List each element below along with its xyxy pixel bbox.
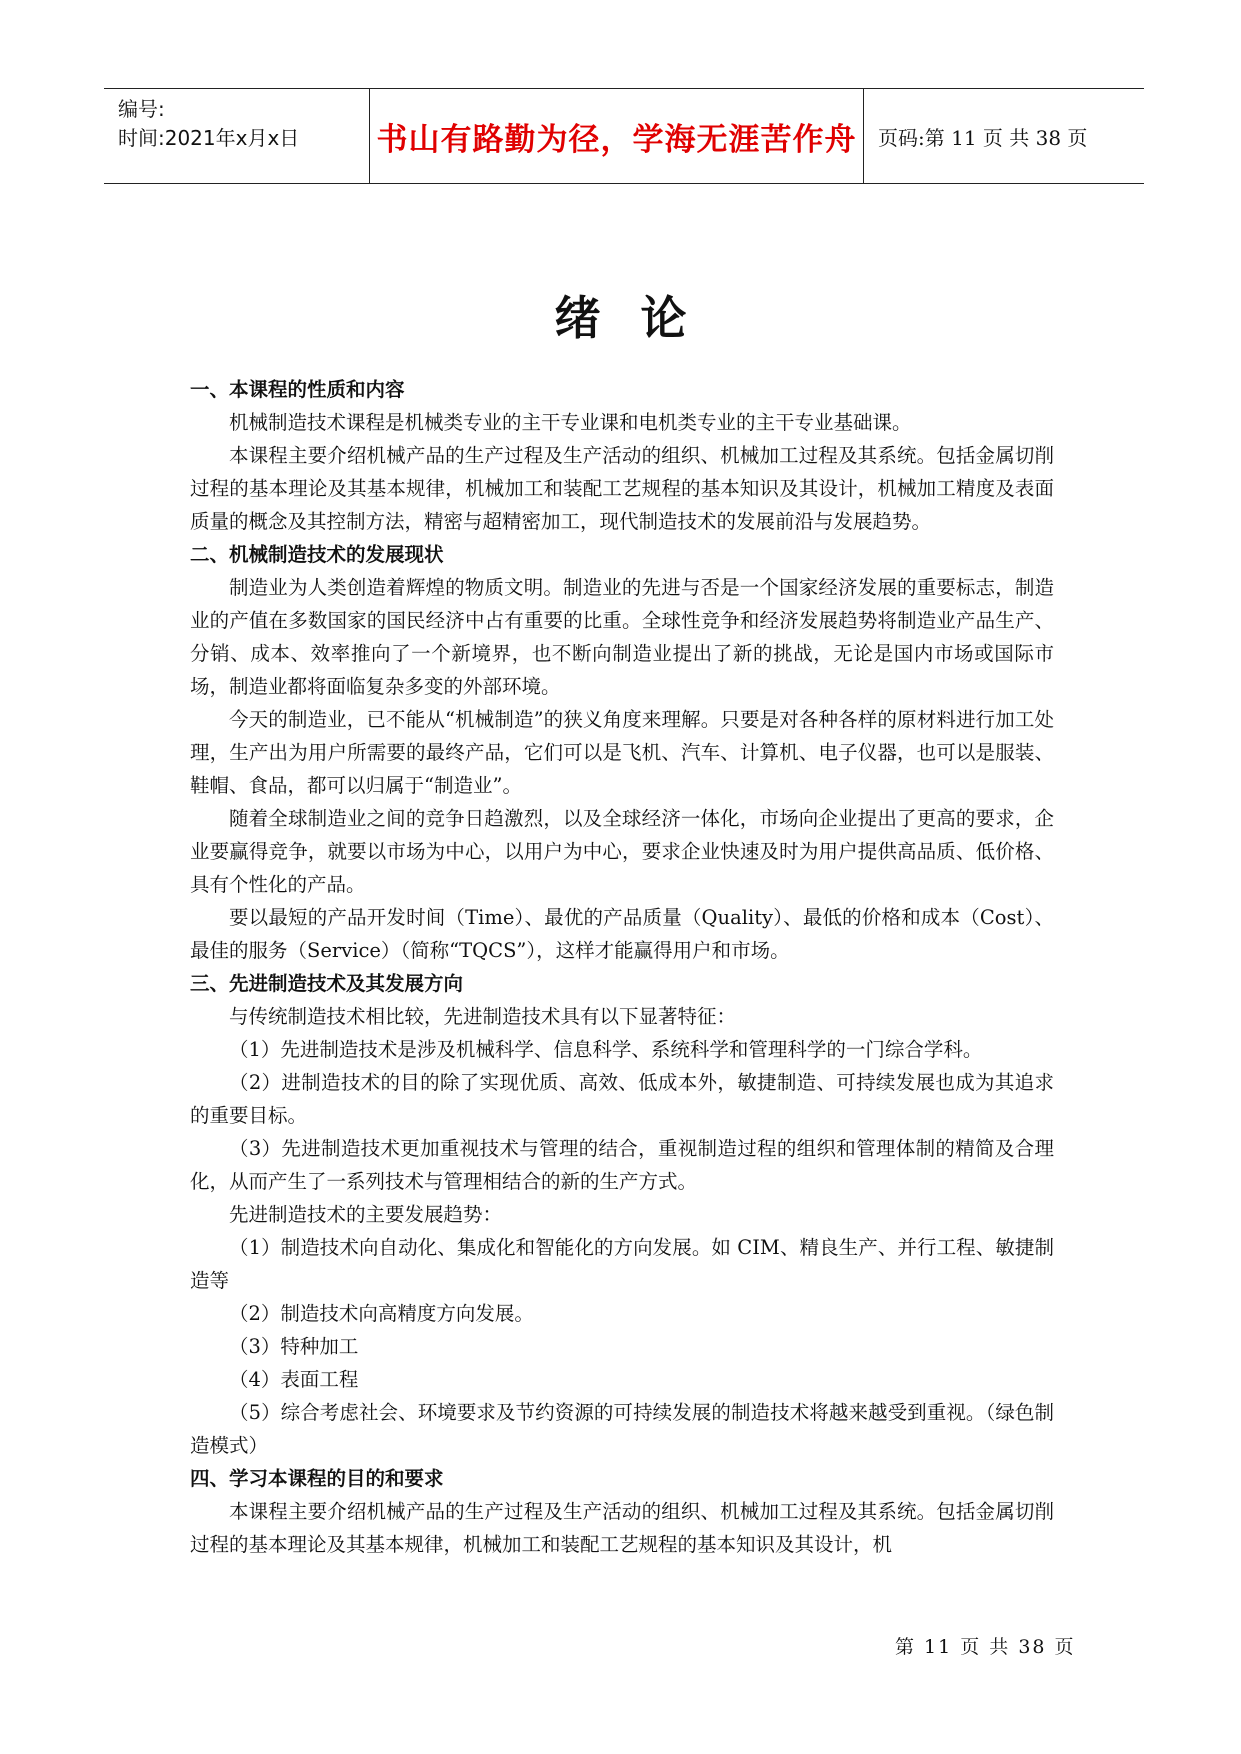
document-time-label: 时间:2021年x月x日 [118,126,300,150]
document-number-label: 编号: [118,97,165,121]
document-body [190,373,1054,1561]
paragraph: 要以最短的产品开发时间（Time）、最优的产品质量（Quality）、最低的价格和成本（Cost）、最佳的服务（Service）（简称“TQCS”），这样才能赢得用户和市场。 [190,906,1054,962]
paragraph: 先进制造技术的主要发展趋势： [229,1203,503,1226]
paragraph: 与传统制造技术相比较，先进制造技术具有以下显著特征： [229,1005,737,1028]
feature-item: （3）先进制造技术更加重视技术与管理的结合，重视制造过程的组织和管理体制的精简及合理化，从而产生了一系列技术与管理相结合的新的生产方式。 [190,1137,1054,1193]
section-heading: 四、学习本课程的目的和要求 [190,1467,444,1490]
trend-item: （3）特种加工 [229,1335,359,1358]
paragraph: 制造业为人类创造着辉煌的物质文明。制造业的先进与否是一个国家经济发展的重要标志，制造业的产值在多数国家的国民经济中占有重要的比重。全球性竞争和经济发展趋势将制造业产品生产、分销、成本、效率推向了一个新境界，也不断向制造业提出了新的挑战，无论是国内市场或国际市场，制造业都将面临复杂多变的外部环境。 [190,576,1054,698]
feature-item: （1）先进制造技术是涉及机械科学、信息科学、系统科学和管理科学的一门综合学科。 [229,1038,983,1061]
feature-item: （2）进制造技术的目的除了实现优质、高效、低成本外，敏捷制造、可持续发展也成为其追求的重要目标。 [190,1071,1054,1127]
section-heading: 三、先进制造技术及其发展方向 [190,972,464,995]
header-motto-cell [369,89,864,183]
paragraph: 本课程主要介绍机械产品的生产过程及生产活动的组织、机械加工过程及其系统。包括金属切削过程的基本理论及其基本规律，机械加工和装配工艺规程的基本知识及其设计，机 [190,1500,1054,1556]
paragraph: 随着全球制造业之间的竞争日趋激烈，以及全球经济一体化，市场向企业提出了更高的要求，企业要赢得竞争，就要以市场为中心，以用户为中心，要求企业快速及时为用户提供高品质、低价格、具有个性化的产品。 [190,807,1054,896]
page-header [104,88,1144,184]
trend-item: （1）制造技术向自动化、集成化和智能化的方向发展。如 CIM、精良生产、并行工程、敏捷制造等 [190,1236,1054,1292]
trend-item: （2）制造技术向高精度方向发展。 [229,1302,534,1325]
paragraph: 机械制造技术课程是机械类专业的主干专业课和电机类专业的主干专业基础课。 [229,411,912,434]
header-meta [104,89,369,183]
trend-item: （5）综合考虑社会、环境要求及节约资源的可持续发展的制造技术将越来越受到重视。（绿色制造模式） [190,1401,1054,1457]
trend-item: （4）表面工程 [229,1368,359,1391]
page-footer: 第 11 页 共 38 页 [895,1636,1076,1658]
header-page-label: 页码:第 11 页 共 38 页 [878,125,1088,150]
header-page-cell [864,89,1144,183]
header-motto: 书山有路勤为径，学海无涯苦作舟 [376,121,857,158]
section-heading: 一、本课程的性质和内容 [190,378,405,401]
paragraph: 今天的制造业，已不能从“机械制造”的狭义角度来理解。只要是对各种各样的原材料进行加工处理，生产出为用户所需要的最终产品，它们可以是飞机、汽车、计算机、电子仪器，也可以是服装、鞋帽、食品，都可以归属于“制造业”。 [190,708,1054,797]
section-heading: 二、机械制造技术的发展现状 [190,543,444,566]
paragraph: 本课程主要介绍机械产品的生产过程及生产活动的组织、机械加工过程及其系统。包括金属切削过程的基本理论及其基本规律，机械加工和装配工艺规程的基本知识及其设计，机械加工精度及表面质量的概念及其控制方法，精密与超精密加工，现代制造技术的发展前沿与发展趋势。 [190,444,1054,533]
document-title: 绪论 [554,291,727,345]
